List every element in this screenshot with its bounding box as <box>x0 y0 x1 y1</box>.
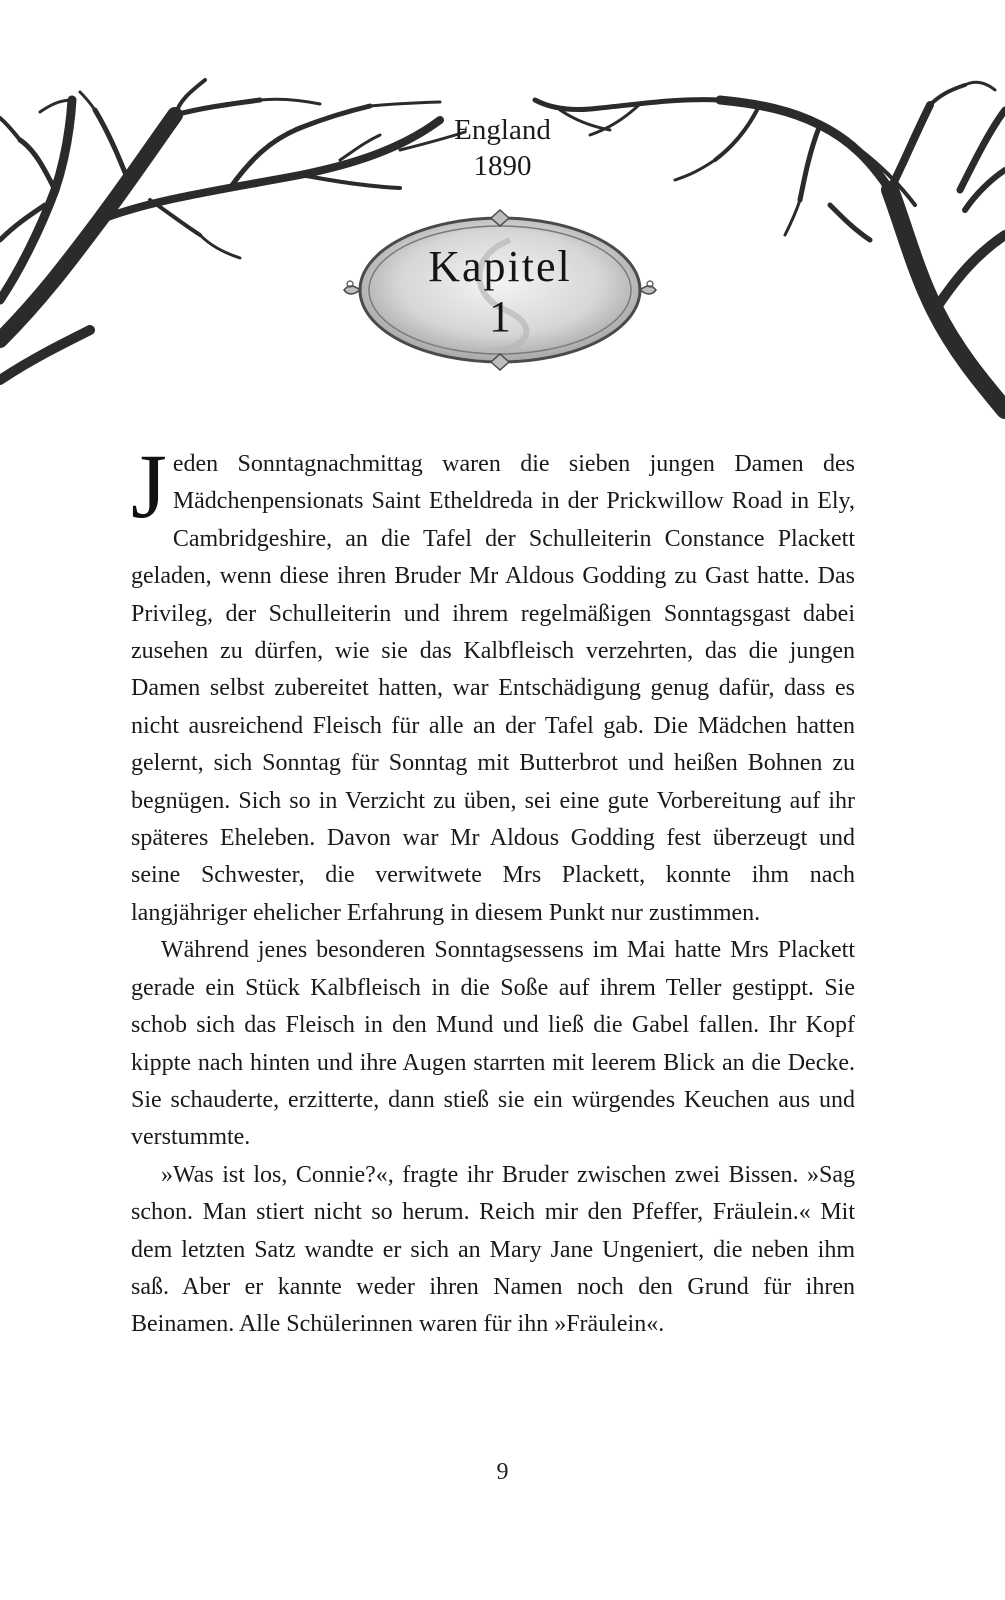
paragraph-1-text: eden Sonntagnachmittag waren die sieben jungen Damen des Mädchenpensionats Saint Etheldreda in der Prickwillow Road in Ely, Cambridgeshire, an die Tafel der Schulleiterin Constance Plackett geladen, wenn diese ihren Bruder Mr Aldous Godding zu Gast hatte. Das Privileg, der Schulleiterin und ihrem regelmäßigen Sonntagsgast dabei zusehen zu dürfen, wie sie das Kalbfleisch verzehrten, das die jungen Damen selbst zubereitet hatten, war Entschädigung genug dafür, dass es nicht ausreichend Fleisch für alle an der Tafel gab. Die Mädchen hatten gelernt, sich Sonntag für Sonntag mit Butterbrot und heißen Bohnen zu begnügen. Sich so in Verzicht zu üben, sei eine gute Vorbereitung auf ihr späteres Eheleben. Davon war Mr Aldous Godding fest überzeugt und seine Schwester, die verwitwete Mrs Plackett, konnte ihm nach langjähriger ehelicher Erfahrung in diesem Punkt nur zustimmen. <box>131 451 855 926</box>
header-year: 1890 <box>473 150 532 182</box>
chapter-label: Kapitel <box>428 242 572 291</box>
drop-cap: J <box>131 435 167 537</box>
chapter-number: 1 <box>489 292 511 341</box>
paragraph-2: Während jenes besonderen Sonntagsessens im Mai hatte Mrs Plackett gerade ein Stück Kalbfleisch in die Soße auf ihrem Teller gestippt. Sie schob sich das Fleisch in den Mund und ließ die Gabel fallen. Ihr Kopf kippte nach hinten und ihre Augen starrten mit leerem Blick an die Decke. Sie schauderte, erzitterte, dann stieß sie ein würgendes Keuchen aus und verstummte. <box>131 937 855 1151</box>
chapter-header <box>0 112 1005 184</box>
chapter-body-text <box>131 435 855 1344</box>
chapter-badge <box>340 200 660 390</box>
page-number: 9 <box>496 1459 509 1485</box>
paragraph-3: »Was ist los, Connie?«, fragte ihr Bruder zwischen zwei Bissen. »Sag schon. Man stiert nicht so herum. Reich mir den Pfeffer, Fräulein.« Mit dem letzten Satz wandte er sich an Mary Jane Ungeniert, die neben ihm saß. Aber er kannte weder ihren Namen noch den Grund für ihren Beinamen. Alle Schülerinnen waren für ihn »Fräulein«. <box>131 1161 855 1338</box>
header-place: England <box>454 114 551 146</box>
paragraph-1 <box>131 435 855 932</box>
